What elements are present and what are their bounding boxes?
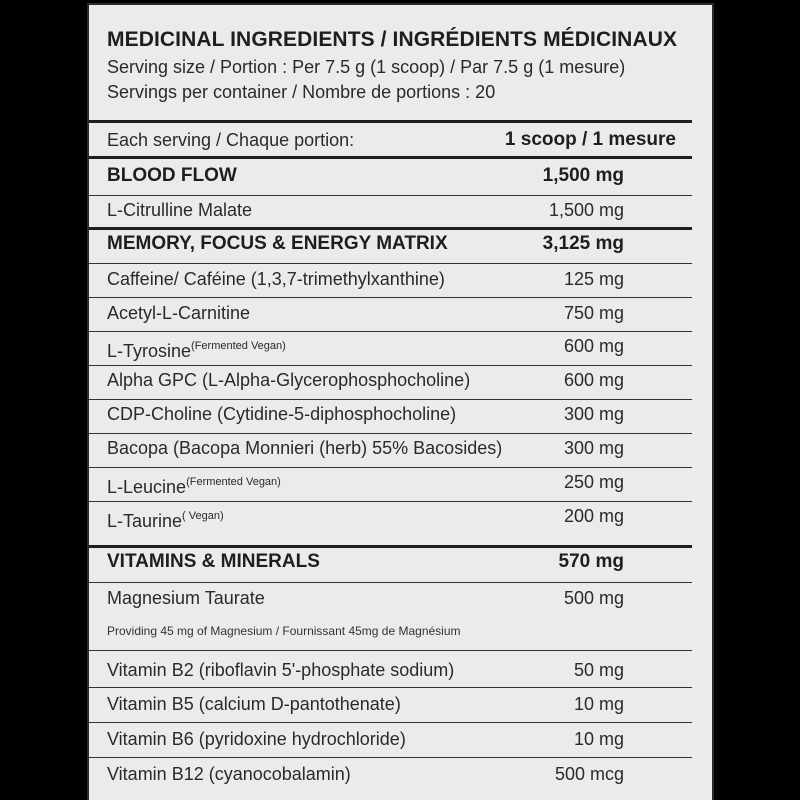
ingredient-amount: 750 mg [563,303,624,323]
section-header-matrix [107,232,692,256]
ingredient-name: Caffeine/ Caféine (1,3,7-trimethylxanthine) [107,269,445,289]
ingredient-row [107,470,692,499]
ingredient-name: Vitamin B2 (riboflavin 5'-phosphate sodium) [107,660,455,680]
ingredient-row [107,762,692,786]
divider [89,331,692,332]
ingredient-row [107,727,692,751]
section-name: VITAMINS & MINERALS [107,551,320,572]
ingredient-name: Magnesium Taurate [107,588,265,608]
ingredient-name: Vitamin B5 (calcium D-pantothenate) [107,694,401,714]
ingredient-note: (Fermented Vegan) [186,476,281,488]
ingredient-row [107,436,692,460]
ingredient-name: L-Tyrosine [107,341,192,361]
section-name: MEMORY, FOCUS & ENERGY MATRIX [107,233,448,254]
ingredient-note: (Fermented Vegan) [191,340,286,352]
ingredient-row [107,198,692,222]
each-serving-row [107,128,692,152]
divider [89,545,692,548]
divider [89,650,692,651]
ingredient-row [107,586,692,610]
ingredient-name: CDP-Choline (Cytidine-5-diphosphocholine) [107,404,457,424]
ingredient-name: Vitamin B6 (pyridoxine hydrochloride) [107,729,406,749]
ingredient-name: L-Citrulline Malate [107,200,253,220]
ingredient-name: Acetyl-L-Carnitine [107,303,251,323]
divider [89,687,692,688]
divider [89,582,692,583]
header [107,25,692,105]
ingredient-row [107,368,692,392]
divider [89,227,692,230]
ingredient-row [107,504,692,533]
ingredient-name: Alpha GPC (L-Alpha-Glycerophosphocholine) [107,370,471,390]
divider [89,263,692,264]
section-header-vitamins [107,550,692,574]
section-header-blood-flow [107,164,692,188]
ingredient-name: Bacopa (Bacopa Monnieri (herb) 55% Bacosides) [107,438,503,458]
ingredients-panel [87,3,714,800]
ingredient-amount: 10 mg [573,729,624,749]
section-amount: 3,125 mg [542,233,624,254]
divider [89,156,692,159]
ingredient-row [107,692,692,716]
ingredient-row [107,402,692,426]
panel-title: MEDICINAL INGREDIENTS / INGRÉDIENTS MÉDICINAUX [107,28,678,51]
each-serving-label: Each serving / Chaque portion: [107,130,355,150]
magnesium-note: Providing 45 mg of Magnesium / Fournissant 45mg de Magnésium [107,624,461,638]
ingredient-row [107,267,692,291]
section-amount: 570 mg [558,551,624,572]
ingredient-name: L-Leucine [107,477,187,497]
ingredient-name: Vitamin B12 (cyanocobalamin) [107,764,351,784]
ingredient-amount: 250 mg [563,472,624,492]
ingredient-amount: 300 mg [563,404,624,424]
ingredient-row [107,658,692,682]
section-name: BLOOD FLOW [107,165,237,186]
ingredient-name: L-Taurine [107,511,183,531]
ingredient-amount: 1,500 mg [548,200,624,220]
divider [89,297,692,298]
ingredient-amount: 125 mg [563,269,624,289]
ingredient-amount: 200 mg [563,506,624,526]
ingredient-amount: 500 mcg [554,764,624,784]
divider [89,467,692,468]
ingredient-amount: 10 mg [573,694,624,714]
ingredient-note: ( Vegan) [182,510,224,522]
divider [89,120,692,123]
divider [89,399,692,400]
servings-per-container: Servings per container / Nombre de portions : 20 [107,82,496,102]
section-amount: 1,500 mg [542,165,624,186]
ingredient-row [107,334,692,363]
ingredient-amount: 300 mg [563,438,624,458]
each-serving-amount: 1 scoop / 1 mesure [504,129,676,150]
ingredient-amount: 600 mg [563,336,624,356]
divider [89,195,692,196]
ingredient-row [107,301,692,325]
divider [89,365,692,366]
divider [89,722,692,723]
ingredient-amount: 600 mg [563,370,624,390]
serving-size: Serving size / Portion : Per 7.5 g (1 scoop) / Par 7.5 g (1 mesure) [107,57,626,77]
ingredient-amount: 50 mg [573,660,624,680]
divider [89,757,692,758]
divider [89,501,692,502]
ingredient-amount: 500 mg [563,588,624,608]
divider [89,433,692,434]
